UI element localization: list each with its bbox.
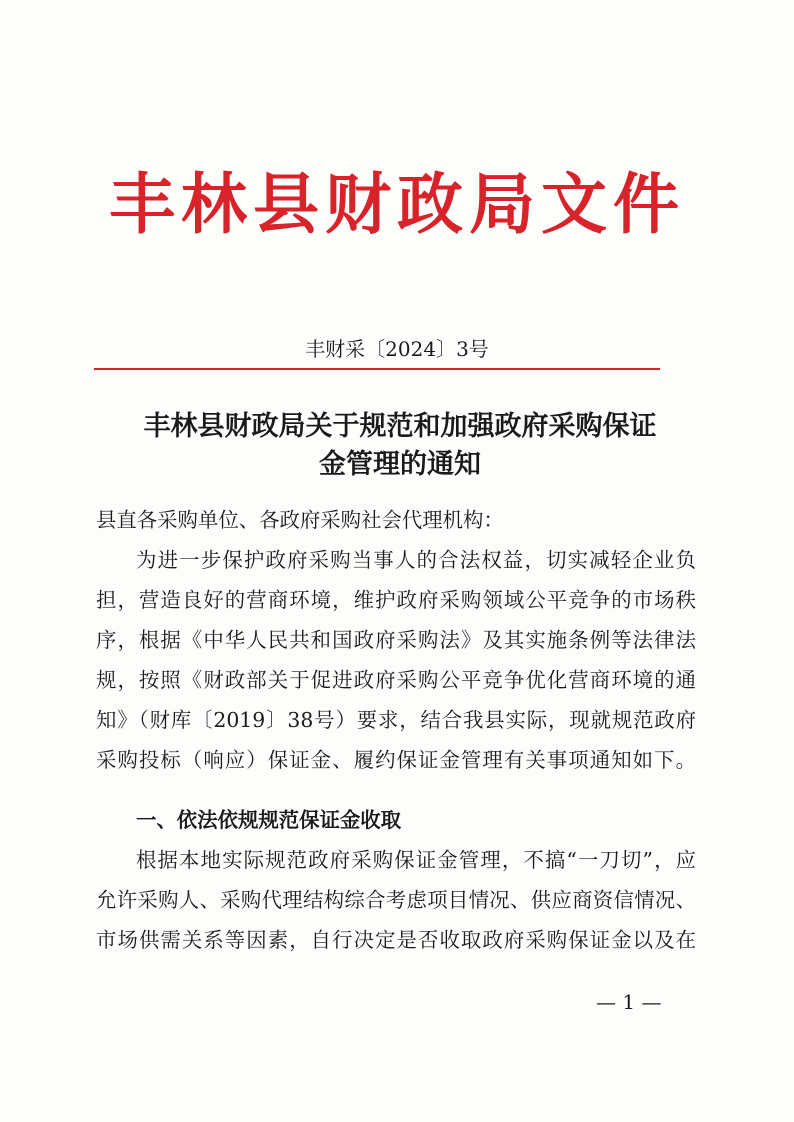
notice-title-line-1: 丰林县财政局关于规范和加强政府采购保证 [143,411,657,442]
paragraph-1-line-6: 采购投标（响应）保证金、履约保证金管理有关事项通知如下。 [96,748,696,772]
paragraph-2-line-3: 市场供需关系等因素，自行决定是否收取政府采购保证金以及在 [96,928,696,952]
addressee-line: 县直各采购单位、各政府采购社会代理机构： [96,508,504,532]
paragraph-1-line-5: 知》（财库〔2019〕38号）要求，结合我县实际，现就规范政府 [96,708,696,732]
section-1-heading: 一、依法依规规范保证金收取 [136,808,402,832]
paragraph-1-line-3: 序，根据《中华人民共和国政府采购法》及其实施条例等法律法 [96,628,696,652]
document-header-title: 丰林县财政局文件 [109,166,685,243]
red-divider-line [94,368,660,370]
notice-title-line-2: 金管理的通知 [319,449,481,480]
page-number: — 1 — [596,990,662,1014]
notice-title [110,408,690,484]
paragraph-1-line-4: 规，按照《财政部关于促进政府采购公平竞争优化营商环境的通 [96,668,696,692]
paragraph-2-line-1: 根据本地实际规范政府采购保证金管理，不搞“一刀切”，应 [136,848,696,872]
paragraph-2-line-2: 允许采购人、采购代理结构综合考虑项目情况、供应商资信情况、 [96,888,696,912]
document-number: 丰财采〔2024〕3号 [305,337,489,361]
paragraph-1-line-2: 担，营造良好的营商环境，维护政府采购领域公平竞争的市场秩 [96,588,696,612]
paragraph-1-line-1: 为进一步保护政府采购当事人的合法权益，切实减轻企业负 [136,548,696,572]
